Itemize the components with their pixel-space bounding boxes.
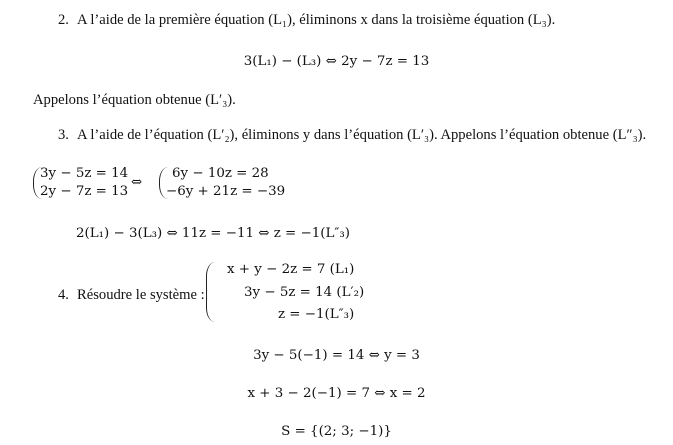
step-3-combination: 2(L₁) − 3(L₃) ⇔ 11z = −11 ⇔ z = −1(L″₃)	[76, 226, 350, 241]
step-3-number: 3.	[58, 127, 69, 143]
step-2-equation: 3(L₁) − (L₃) ⇔ 2y − 7z = 13	[243, 54, 430, 69]
system-4-brace	[206, 262, 216, 322]
solution-set: S = {(2; 3; −1)}	[281, 424, 392, 439]
system-left-line-1: 3y − 5z = 14	[40, 166, 129, 181]
appel-l3-prime: Appelons l’équation obtenue (L′₃).	[33, 92, 236, 108]
step-2-text: A l’aide de la première équation (L₁), éliminons x dans la troisième équation (L₃).	[77, 12, 556, 28]
system-left-line-2: 2y − 7z = 13	[40, 184, 129, 199]
step-4-number: 4.	[58, 287, 69, 303]
system-4-line-2: 3y − 5z = 14 (L′₂)	[244, 285, 365, 300]
step-2-number: 2.	[58, 12, 69, 28]
system-4-line-3: z = −1(L″₃)	[278, 307, 355, 322]
step-3-text: A l’aide de l’équation (L′₂), éliminons y dans l’équation (L′₃). Appelons l’équation obtenue (L″₃).	[77, 127, 647, 143]
system-4-line-1: x + y − 2z = 7 (L₁)	[227, 262, 355, 277]
step-4-label: Résoudre le système :	[77, 287, 205, 303]
step-4-equation-y: 3y − 5(−1) = 14 ⇔ y = 3	[253, 348, 420, 363]
system-right-line-2: −6y + 21z = −39	[166, 184, 286, 199]
system-right-line-1: 6y − 10z = 28	[172, 166, 269, 181]
system-equivalence: ⇔	[131, 175, 143, 190]
step-4-equation-x: x + 3 − 2(−1) = 7 ⇔ x = 2	[247, 386, 426, 401]
